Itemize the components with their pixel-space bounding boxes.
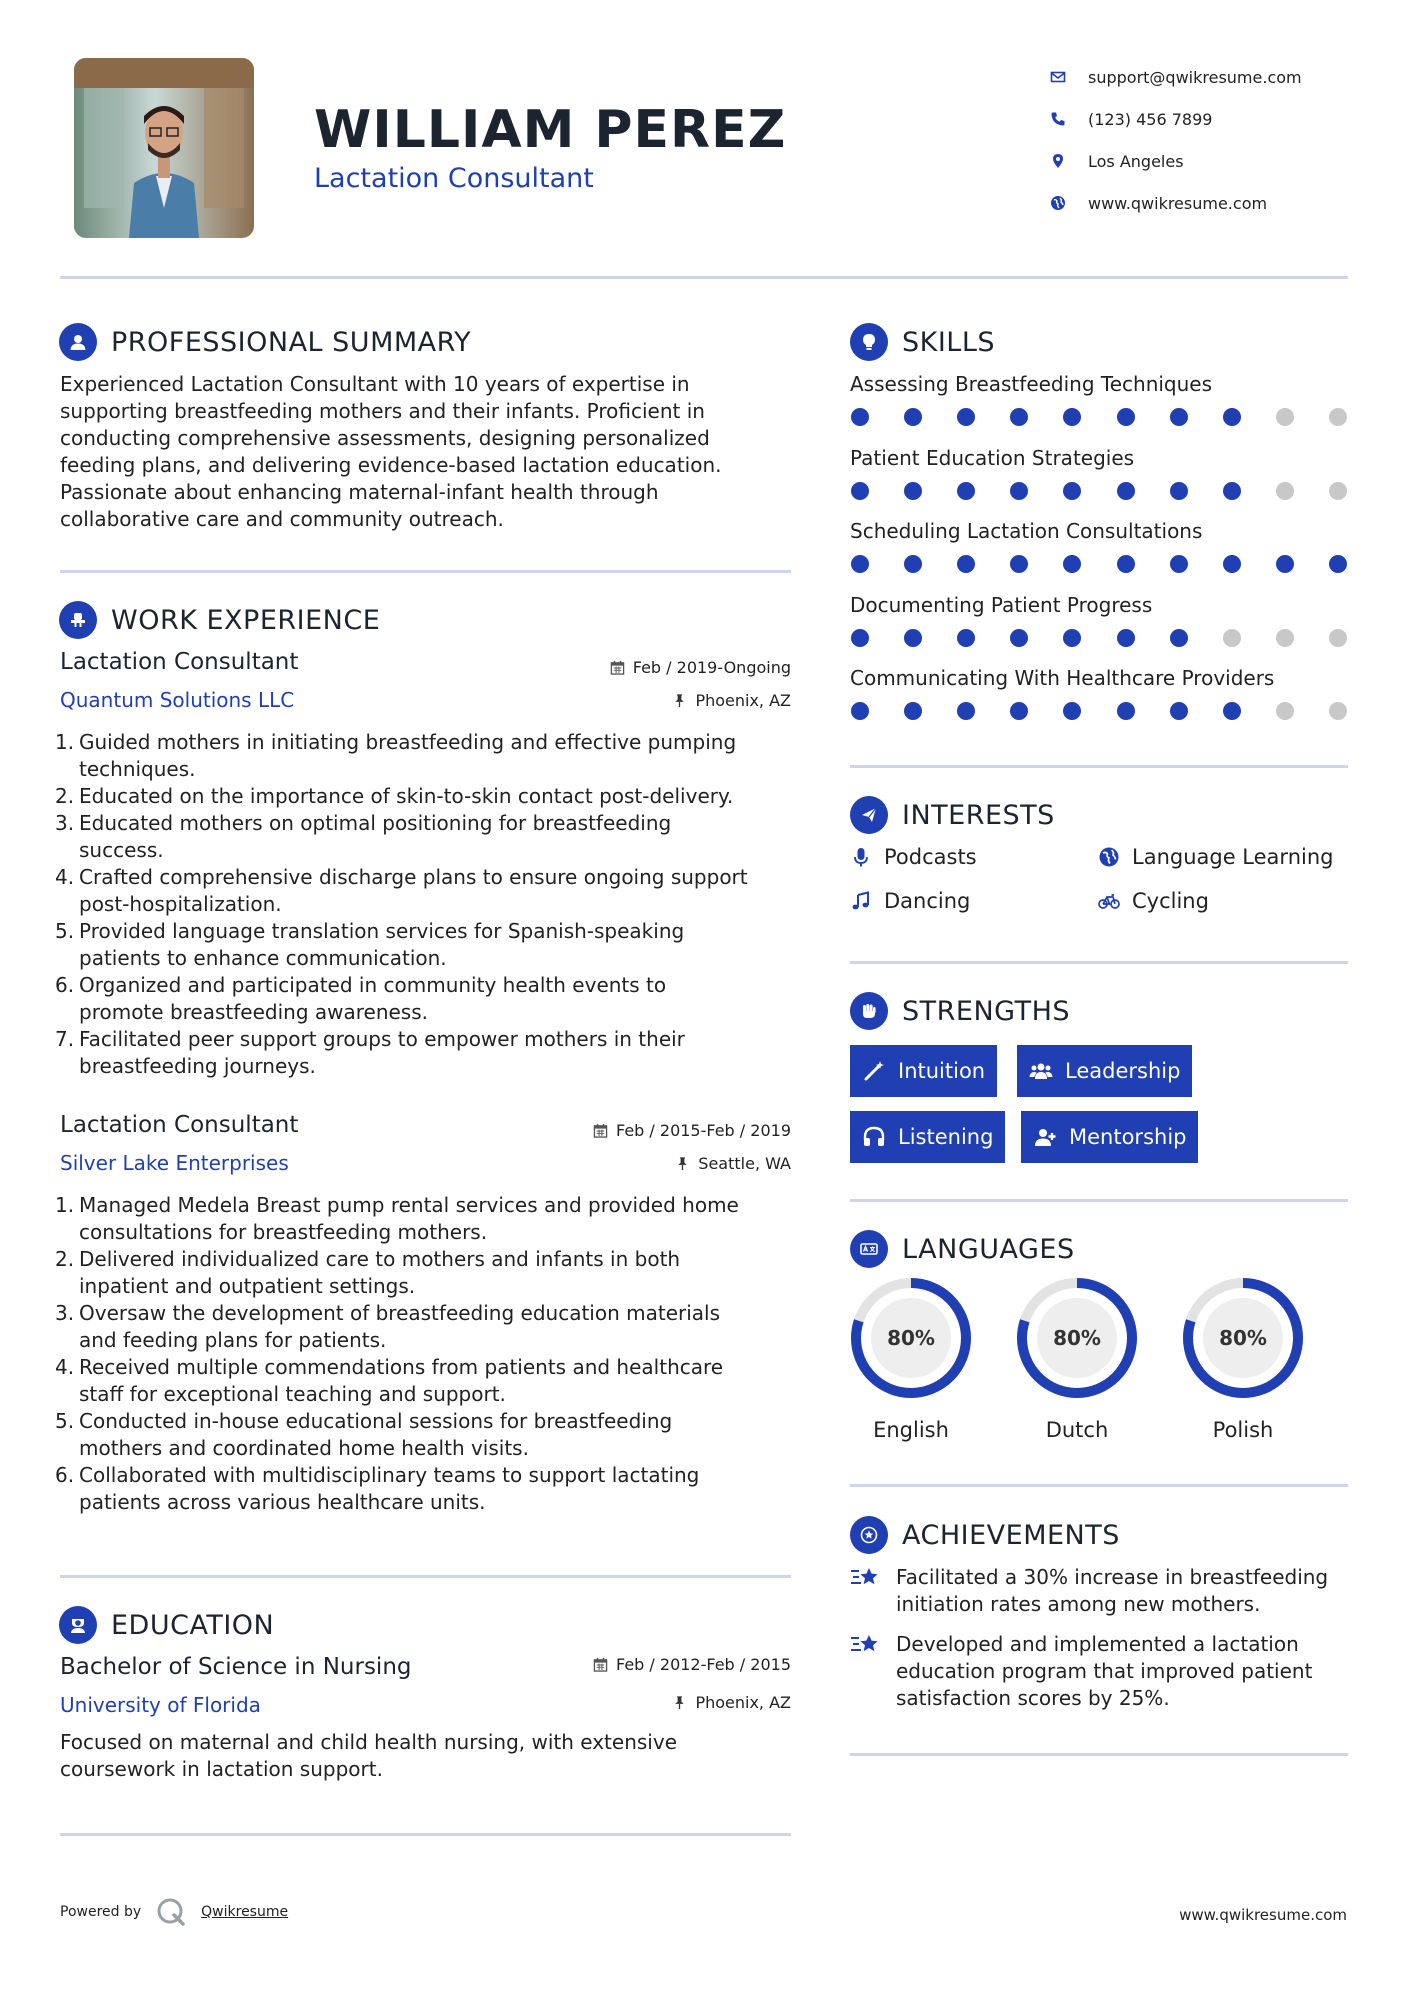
language-percent: 80% bbox=[1053, 1326, 1101, 1350]
summary-title: PROFESSIONAL SUMMARY bbox=[111, 326, 472, 358]
rating-dot-filled bbox=[1010, 629, 1028, 647]
strength-listening bbox=[850, 1111, 1005, 1163]
achievement-line: Facilitated a 30% increase in breastfeeding bbox=[896, 1565, 1329, 1589]
job-dates bbox=[540, 1121, 791, 1140]
rating-dot-filled bbox=[957, 702, 975, 720]
contact-website[interactable] bbox=[1050, 182, 1380, 224]
rating-dot-empty bbox=[1329, 482, 1347, 500]
language-percent: 80% bbox=[1219, 1326, 1267, 1350]
summary-line: conducting comprehensive assessments, designing personalized bbox=[60, 426, 710, 450]
section-divider bbox=[60, 1575, 791, 1578]
achievement-item bbox=[850, 1631, 1350, 1712]
interests-heading bbox=[850, 796, 1055, 834]
pushpin-icon bbox=[675, 1156, 690, 1171]
user-plus-icon bbox=[1033, 1125, 1057, 1149]
candidate-name: WILLIAM PEREZ bbox=[314, 100, 787, 160]
contact-website-text: www.qwikresume.com bbox=[1088, 193, 1268, 213]
achievement-item bbox=[850, 1564, 1350, 1618]
experience-title: WORK EXPERIENCE bbox=[111, 604, 381, 636]
school-name: University of Florida bbox=[60, 1693, 261, 1717]
rating-dot-empty bbox=[1276, 408, 1294, 426]
user-icon bbox=[59, 323, 97, 361]
section-divider bbox=[850, 1484, 1348, 1487]
rating-dot-filled bbox=[904, 629, 922, 647]
bicycle-icon bbox=[1098, 890, 1120, 912]
skill-rating bbox=[851, 629, 1347, 647]
pushpin-icon bbox=[672, 693, 687, 708]
job-dates-text: Feb / 2015-Feb / 2019 bbox=[616, 1121, 791, 1140]
skill-name: Documenting Patient Progress bbox=[850, 592, 1153, 617]
summary-line: Experienced Lactation Consultant with 10 years of expertise in bbox=[60, 372, 690, 396]
rating-dot-filled bbox=[1063, 482, 1081, 500]
rating-dot-empty bbox=[1223, 629, 1241, 647]
rating-dot-empty bbox=[1329, 408, 1347, 426]
strength-mentorship bbox=[1021, 1111, 1198, 1163]
contact-email-text: support@qwikresume.com bbox=[1088, 67, 1302, 87]
education-heading bbox=[59, 1606, 274, 1644]
shooting-star-icon bbox=[850, 1631, 882, 1659]
job-title: Lactation Consultant bbox=[60, 649, 299, 675]
summary-line: supporting breastfeeding mothers and their infants. Proficient in bbox=[60, 399, 705, 423]
strength-intuition bbox=[850, 1045, 997, 1097]
list-item: 4. Crafted comprehensive discharge plans to ensure ongoing support post-hospitalization. bbox=[55, 865, 748, 916]
rating-dot-filled bbox=[1063, 408, 1081, 426]
job-dates-text: Feb / 2019-Ongoing bbox=[632, 658, 791, 677]
header-divider bbox=[60, 276, 1348, 279]
rating-dot-filled bbox=[1223, 555, 1241, 573]
strength-leadership bbox=[1017, 1045, 1192, 1097]
rating-dot-filled bbox=[1117, 555, 1135, 573]
headphones-icon bbox=[862, 1125, 886, 1149]
rating-dot-filled bbox=[1010, 555, 1028, 573]
phone-icon bbox=[1050, 111, 1066, 127]
rating-dot-filled bbox=[851, 629, 869, 647]
rating-dot-empty bbox=[1329, 702, 1347, 720]
list-item: 2. Educated on the importance of skin-to-skin contact post-delivery. bbox=[55, 784, 734, 808]
globe-icon bbox=[1050, 195, 1066, 211]
magic-wand-icon bbox=[862, 1059, 886, 1083]
rating-dot-empty bbox=[1276, 629, 1294, 647]
rating-dot-filled bbox=[1276, 555, 1294, 573]
skill-name: Communicating With Healthcare Providers bbox=[850, 666, 1275, 690]
rating-dot-filled bbox=[957, 482, 975, 500]
interest-dancing bbox=[850, 889, 970, 913]
rating-dot-filled bbox=[957, 555, 975, 573]
rating-dot-filled bbox=[1117, 408, 1135, 426]
skill-rating bbox=[851, 555, 1347, 573]
contact-location-text: Los Angeles bbox=[1088, 151, 1184, 171]
strength-label: Mentorship bbox=[1069, 1125, 1187, 1149]
achievement-line: initiation rates among new mothers. bbox=[896, 1592, 1261, 1616]
job-bullets bbox=[55, 1192, 795, 1516]
skills-heading bbox=[850, 323, 995, 361]
experience-heading bbox=[59, 601, 380, 639]
music-icon bbox=[850, 890, 872, 912]
globe-icon bbox=[1098, 846, 1120, 868]
interest-label: Cycling bbox=[1132, 889, 1209, 913]
rating-dot-filled bbox=[1329, 555, 1347, 573]
star-badge-icon bbox=[850, 1516, 888, 1554]
section-divider bbox=[850, 961, 1348, 964]
list-item: 1. Managed Medela Breast pump rental services and provided home consultations for breastfeeding mothers. bbox=[55, 1193, 739, 1244]
rating-dot-filled bbox=[1010, 408, 1028, 426]
languages-heading bbox=[850, 1230, 1075, 1268]
job-location bbox=[560, 1154, 791, 1173]
pushpin-icon bbox=[672, 1695, 687, 1710]
strength-label: Leadership bbox=[1065, 1059, 1181, 1083]
list-item: 3. Educated mothers on optimal positioning for breastfeeding success. bbox=[55, 811, 672, 862]
rating-dot-filled bbox=[1117, 629, 1135, 647]
rating-dot-empty bbox=[1329, 629, 1347, 647]
graduate-icon bbox=[59, 1606, 97, 1644]
skill-name: Assessing Breastfeeding Techniques bbox=[850, 372, 1213, 396]
interest-label: Language Learning bbox=[1132, 845, 1334, 869]
list-item: 5. Conducted in-house educational sessions for breastfeeding mothers and coordinated home health visits. bbox=[55, 1409, 673, 1460]
skill-name: Scheduling Lactation Consultations bbox=[850, 519, 1203, 543]
education-dates bbox=[540, 1655, 791, 1674]
powered-by-label: Powered by bbox=[60, 1904, 142, 1920]
skills-title: SKILLS bbox=[902, 326, 996, 358]
contact-phone[interactable] bbox=[1050, 98, 1380, 140]
rating-dot-filled bbox=[1063, 629, 1081, 647]
skill-rating bbox=[851, 702, 1347, 720]
rating-dot-filled bbox=[1010, 702, 1028, 720]
rating-dot-filled bbox=[957, 408, 975, 426]
interest-podcasts bbox=[850, 845, 977, 869]
summary-line: Passionate about enhancing maternal-infant health through bbox=[60, 480, 659, 504]
summary-heading bbox=[59, 323, 471, 361]
contact-phone-text: (123) 456 7899 bbox=[1088, 109, 1213, 129]
education-line: coursework in lactation support. bbox=[60, 1757, 383, 1781]
calendar-icon bbox=[593, 1657, 608, 1672]
rating-dot-filled bbox=[851, 482, 869, 500]
list-item: 1. Guided mothers in initiating breastfeeding and effective pumping techniques. bbox=[55, 730, 737, 781]
rating-dot-filled bbox=[1170, 408, 1188, 426]
interests-title: INTERESTS bbox=[902, 799, 1055, 831]
rating-dot-filled bbox=[1063, 555, 1081, 573]
rating-dot-filled bbox=[1223, 408, 1241, 426]
list-item: 5. Provided language translation services for Spanish-speaking patients to enhance communication. bbox=[55, 919, 685, 970]
language-name: English bbox=[873, 1418, 949, 1442]
skill-name: Patient Education Strategies bbox=[850, 445, 1135, 470]
job-location bbox=[560, 691, 791, 710]
strengths-title: STRENGTHS bbox=[902, 995, 1071, 1027]
education-location-text: Phoenix, AZ bbox=[695, 1693, 791, 1712]
skill-rating bbox=[851, 482, 1347, 500]
list-item: 6. Collaborated with multidisciplinary teams to support lactating patients across various healthcare units. bbox=[55, 1463, 700, 1514]
contact-email[interactable] bbox=[1050, 56, 1380, 98]
paper-plane-icon bbox=[850, 796, 888, 834]
rating-dot-filled bbox=[904, 408, 922, 426]
rating-dot-filled bbox=[1170, 629, 1188, 647]
map-pin-icon bbox=[1050, 153, 1066, 169]
calendar-icon bbox=[610, 660, 625, 675]
rating-dot-empty bbox=[1276, 702, 1294, 720]
profile-photo bbox=[74, 58, 254, 238]
contact-list bbox=[1050, 56, 1380, 224]
rating-dot-filled bbox=[851, 408, 869, 426]
skill-rating bbox=[851, 408, 1347, 426]
rating-dot-filled bbox=[1010, 482, 1028, 500]
summary-line: collaborative care and community outreach. bbox=[60, 507, 504, 531]
rating-dot-filled bbox=[904, 702, 922, 720]
job-title: Lactation Consultant bbox=[60, 1112, 299, 1138]
job-location-text: Phoenix, AZ bbox=[695, 691, 791, 710]
rating-dot-filled bbox=[851, 702, 869, 720]
strength-label: Intuition bbox=[898, 1059, 986, 1083]
users-icon bbox=[1029, 1059, 1053, 1083]
rating-dot-filled bbox=[1117, 482, 1135, 500]
interest-cycling bbox=[1098, 889, 1209, 913]
rating-dot-filled bbox=[1223, 482, 1241, 500]
briefcase-icon bbox=[59, 601, 97, 639]
job-bullets bbox=[55, 729, 795, 1080]
contact-location bbox=[1050, 140, 1380, 182]
list-item: 2. Delivered individualized care to mothers and infants in both inpatient and outpatient settings. bbox=[55, 1247, 681, 1298]
rating-dot-filled bbox=[1117, 702, 1135, 720]
brand-link[interactable]: Qwikresume bbox=[201, 1904, 289, 1920]
rating-dot-filled bbox=[851, 555, 869, 573]
education-dates-text: Feb / 2012-Feb / 2015 bbox=[616, 1655, 791, 1674]
interest-language-learning bbox=[1098, 845, 1333, 869]
job-location-text: Seattle, WA bbox=[698, 1154, 791, 1173]
list-item: 3. Oversaw the development of breastfeeding education materials and feeding plans for patients. bbox=[55, 1301, 721, 1352]
education-title: EDUCATION bbox=[111, 1609, 275, 1641]
job-dates bbox=[560, 658, 791, 677]
language-item bbox=[1015, 1276, 1139, 1442]
rating-dot-filled bbox=[1170, 702, 1188, 720]
education-line: Focused on maternal and child health nursing, with extensive bbox=[60, 1730, 677, 1754]
degree-title: Bachelor of Science in Nursing bbox=[60, 1654, 412, 1680]
lightbulb-icon bbox=[850, 323, 888, 361]
interest-label: Dancing bbox=[884, 889, 971, 913]
envelope-icon bbox=[1050, 69, 1066, 85]
section-divider bbox=[850, 1753, 1348, 1756]
achievements-title: ACHIEVEMENTS bbox=[902, 1519, 1120, 1551]
interest-label: Podcasts bbox=[884, 845, 977, 869]
strength-label: Listening bbox=[898, 1125, 994, 1149]
rating-dot-filled bbox=[1170, 482, 1188, 500]
summary-line: feeding plans, and delivering evidence-based lactation education. bbox=[60, 453, 722, 477]
language-name: Polish bbox=[1212, 1418, 1274, 1442]
section-divider bbox=[60, 1833, 791, 1836]
language-icon bbox=[850, 1230, 888, 1268]
strengths-heading bbox=[850, 992, 1070, 1030]
summary-text bbox=[60, 371, 790, 533]
job-company: Quantum Solutions LLC bbox=[60, 688, 295, 712]
rating-dot-filled bbox=[1223, 702, 1241, 720]
calendar-icon bbox=[593, 1123, 608, 1138]
rating-dot-filled bbox=[957, 629, 975, 647]
achievement-line: Developed and implemented a lactation bbox=[896, 1632, 1299, 1656]
language-item bbox=[849, 1276, 973, 1442]
shooting-star-icon bbox=[850, 1564, 882, 1592]
footer-url[interactable]: www.qwikresume.com bbox=[1179, 1906, 1347, 1924]
education-description bbox=[60, 1729, 790, 1783]
rating-dot-filled bbox=[904, 482, 922, 500]
job-company: Silver Lake Enterprises bbox=[60, 1151, 289, 1175]
list-item: 4. Received multiple commendations from patients and healthcare staff for exceptional teaching and support. bbox=[55, 1355, 724, 1406]
achievement-line: satisfaction scores by 25%. bbox=[896, 1686, 1170, 1710]
rating-dot-filled bbox=[1063, 702, 1081, 720]
list-item: 7. Facilitated peer support groups to empower mothers in their breastfeeding journeys. bbox=[55, 1027, 685, 1078]
rating-dot-empty bbox=[1276, 482, 1294, 500]
section-divider bbox=[850, 1199, 1348, 1202]
list-item: 6. Organized and participated in community health events to promote breastfeeding awareness. bbox=[55, 973, 667, 1024]
section-divider bbox=[850, 765, 1348, 768]
fist-icon bbox=[850, 992, 888, 1030]
language-percent: 80% bbox=[887, 1326, 935, 1350]
language-name: Dutch bbox=[1045, 1418, 1109, 1442]
achievements-heading bbox=[850, 1516, 1120, 1554]
language-item bbox=[1181, 1276, 1305, 1442]
section-divider bbox=[60, 570, 791, 573]
microphone-icon bbox=[850, 846, 872, 868]
education-location bbox=[560, 1693, 791, 1712]
footer-powered-by bbox=[60, 1896, 288, 1928]
achievement-line: education program that improved patient bbox=[896, 1659, 1313, 1683]
candidate-title: Lactation Consultant bbox=[314, 163, 594, 194]
rating-dot-filled bbox=[1170, 555, 1188, 573]
rating-dot-filled bbox=[904, 555, 922, 573]
qwikresume-logo-icon bbox=[155, 1896, 187, 1928]
languages-title: LANGUAGES bbox=[902, 1233, 1075, 1265]
